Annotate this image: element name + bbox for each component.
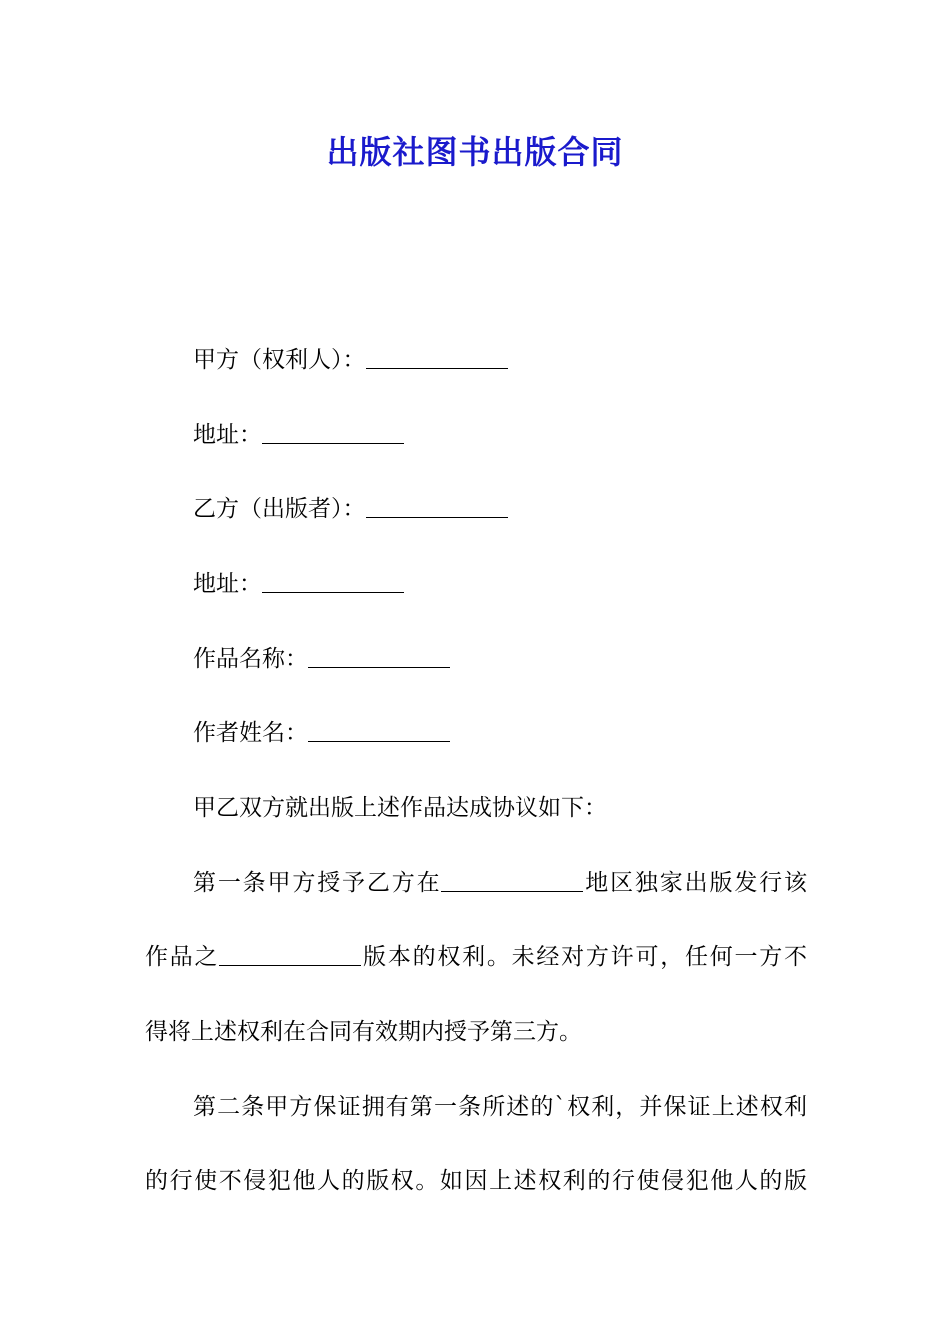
- field-label: 甲方（权利人）：: [193, 347, 366, 373]
- article-1-line-3: 得将上述权利在合同有效期内授予第三方。: [145, 1019, 582, 1045]
- document-title: 出版社图书出版合同: [326, 133, 624, 171]
- article-1-line-2: [145, 940, 807, 974]
- blank-line: [366, 493, 508, 518]
- article-1-text: 地区独家出版发行该: [583, 870, 808, 896]
- article-1-text: 版本的权利。未经对方许可，任何一方不: [361, 944, 808, 970]
- field-label: 地址：: [193, 422, 262, 448]
- blank-line: [262, 419, 404, 444]
- article-1-text: 第一条甲方授予乙方在: [193, 870, 442, 896]
- article-2-line-2: 的行使不侵犯他人的版权。如因上述权利的行使侵犯他人的版: [145, 1168, 807, 1194]
- field-party-b: [193, 492, 508, 526]
- blank-line: [366, 344, 508, 369]
- blank-line: [441, 867, 583, 892]
- blank-line: [262, 568, 404, 593]
- article-1-line-1: [193, 866, 807, 900]
- intro-paragraph: 甲乙双方就出版上述作品达成协议如下：: [193, 795, 607, 821]
- field-label: 乙方（出版者）：: [193, 496, 366, 522]
- field-work-name: [193, 642, 450, 676]
- field-author-name: [193, 716, 450, 750]
- blank-line: [308, 643, 450, 668]
- field-party-a: [193, 343, 508, 377]
- field-label: 作品名称：: [193, 646, 308, 672]
- blank-line: [308, 717, 450, 742]
- blank-line: [219, 941, 361, 966]
- field-address-b: [193, 567, 404, 601]
- article-2-line-1: 第二条甲方保证拥有第一条所述的`权利，并保证上述权利: [193, 1094, 807, 1120]
- article-1-text: 作品之: [145, 944, 220, 970]
- field-label: 地址：: [193, 571, 262, 597]
- field-address-a: [193, 418, 404, 452]
- field-label: 作者姓名：: [193, 720, 308, 746]
